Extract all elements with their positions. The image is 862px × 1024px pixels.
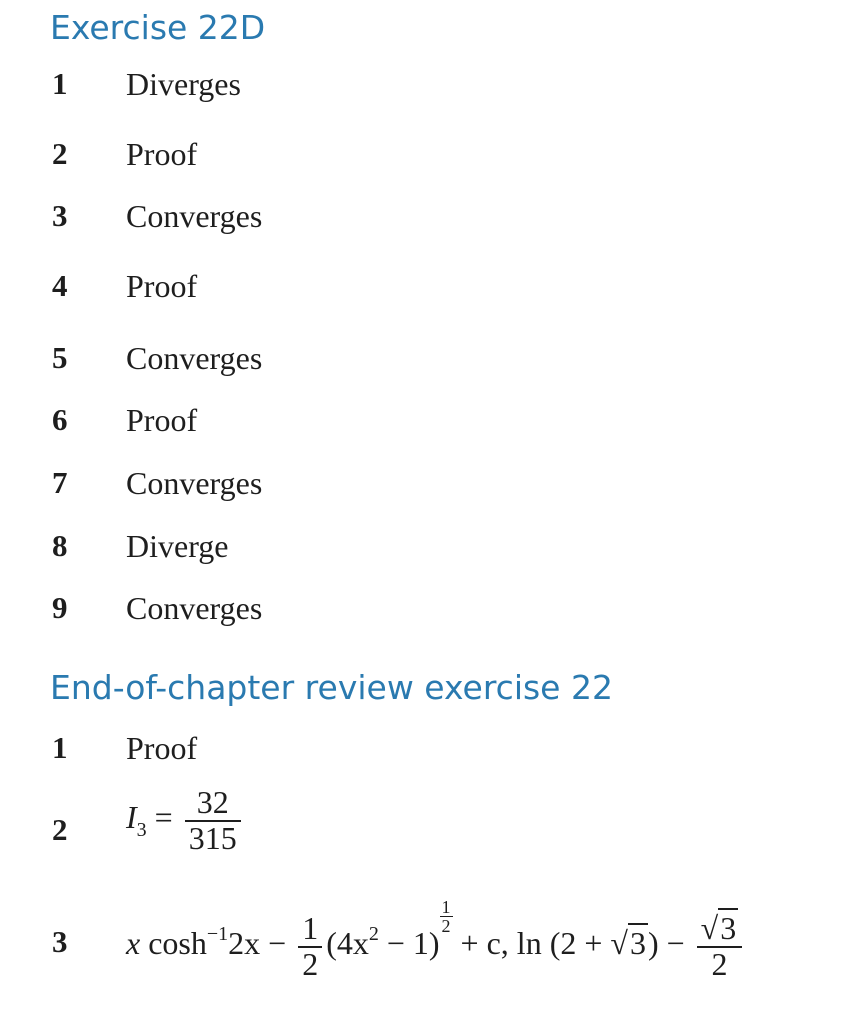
item-answer: Diverge xyxy=(126,528,229,564)
list-item xyxy=(0,784,862,856)
list-item xyxy=(0,897,862,982)
list-item xyxy=(0,194,862,238)
item-number: 9 xyxy=(52,590,68,625)
list-item xyxy=(0,62,862,106)
item-answer: Diverges xyxy=(126,66,241,102)
item-answer: Converges xyxy=(126,465,263,501)
list-item xyxy=(0,461,862,505)
item-answer: Proof xyxy=(126,730,198,766)
list-item xyxy=(0,398,862,442)
item-answer: Converges xyxy=(126,590,263,626)
item-number: 2 xyxy=(52,136,68,171)
list-item xyxy=(0,264,862,308)
list-item xyxy=(0,586,862,630)
item-number: 1 xyxy=(52,730,68,765)
section-title-review-exercise: End-of-chapter review exercise 22 xyxy=(50,668,613,707)
section-title-exercise-22d: Exercise 22D xyxy=(50,8,266,47)
item-number: 7 xyxy=(52,465,68,500)
fraction: $\frac{32}{315}$ xyxy=(185,786,241,855)
list-item xyxy=(0,524,862,568)
math-expression: x $\cosh^{-1}2x$ − $\frac{1}{2}$ $(4x^2 - 1)$ $\frac{1}{2}$ + c, ln (2 + √3) − $\frac{√3}{2}$ xyxy=(126,898,746,981)
item-answer: Proof xyxy=(126,402,198,438)
fraction-half: $\frac{1}{2}$ xyxy=(298,912,322,981)
list-item xyxy=(0,336,862,380)
item-number: 4 xyxy=(52,268,68,303)
sqrt: √3 xyxy=(610,925,646,961)
list-item xyxy=(0,132,862,176)
item-number: 2 xyxy=(52,812,68,847)
item-answer: Proof xyxy=(126,268,198,304)
fraction-root3-over-2: $\frac{√3}{2}$ xyxy=(697,912,743,981)
math-expression: $I_3$ = $\frac{32}{315}$ xyxy=(126,786,245,855)
item-number: 8 xyxy=(52,528,68,563)
item-number: 3 xyxy=(52,198,68,233)
item-number: 6 xyxy=(52,402,68,437)
item-number: 5 xyxy=(52,340,68,375)
item-number: 1 xyxy=(52,66,68,101)
list-item xyxy=(0,726,862,770)
exponent-half: $\frac{1}{2}$ xyxy=(441,897,451,936)
item-answer: Converges xyxy=(126,198,263,234)
item-answer: Converges xyxy=(126,340,263,376)
item-number: 3 xyxy=(52,924,68,959)
item-answer: Proof xyxy=(126,136,198,172)
